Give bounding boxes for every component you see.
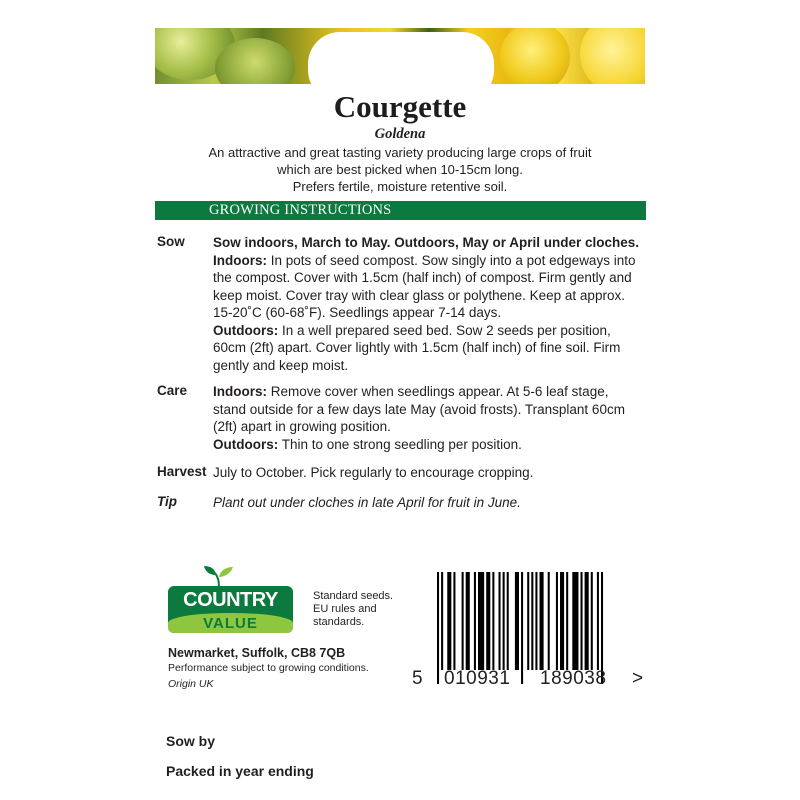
standard-line: standards. xyxy=(313,616,365,628)
product-description xyxy=(0,144,800,195)
description-line: which are best picked when 10-15cm long. xyxy=(277,162,523,177)
tip-label: Tip xyxy=(157,494,177,509)
logo-bottom-text: VALUE xyxy=(168,613,293,633)
growing-instructions-heading: GROWING INSTRUCTIONS xyxy=(155,201,646,220)
barcode-bar xyxy=(466,572,470,670)
standard-line: Standard seeds. xyxy=(313,590,394,602)
sow-outdoors-text: In a well prepared seed bed. Sow 2 seeds per position, 60cm (2ft) apart. Cover lightly with 1.5cm (half inch) of fine soil. Firm gently and keep moist. xyxy=(213,322,621,373)
barcode-bar xyxy=(437,572,439,684)
barcode-first-digit: 5 xyxy=(412,668,424,689)
sow-indoors-text: In pots of seed compost. Sow singly into a pot edgeways into the compost. Cover with 1.5cm (half inch) of compost. Firm gently and keep moist. Cover tray with clear glass or polythene. Keep at approx. 15-20˚C (60-68˚F). Seedlings appear 7-14 days. xyxy=(213,252,636,320)
barcode-bar xyxy=(540,572,544,670)
barcode-bar xyxy=(560,572,564,670)
courgette-photo-banner xyxy=(155,28,645,84)
barcode-left-digits: 010931 xyxy=(444,668,511,689)
barcode-bar xyxy=(597,572,599,670)
care-indoors-label: Indoors: xyxy=(213,384,267,399)
barcode-bar xyxy=(556,572,558,670)
origin-note: Origin UK xyxy=(168,678,214,690)
barcode-bar xyxy=(507,572,509,670)
description-line: An attractive and great tasting variety producing large crops of fruit xyxy=(208,145,592,160)
tip-text: Plant out under cloches in late April for fruit in June. xyxy=(213,495,521,510)
sow-lead: Sow indoors, March to May. Outdoors, May or April under cloches. xyxy=(213,235,640,250)
care-label: Care xyxy=(157,383,188,398)
barcode-bar xyxy=(441,572,443,670)
sow-by-label: Sow by xyxy=(166,733,216,749)
barcode-bar xyxy=(453,572,455,670)
sow-outdoors-label: Outdoors: xyxy=(213,322,279,338)
barcode-bar xyxy=(548,572,550,670)
company-address: Newmarket, Suffolk, CB8 7QB xyxy=(168,646,346,660)
harvest-label: Harvest xyxy=(157,464,207,479)
barcode-bar xyxy=(503,572,505,670)
logo-top-text: COUNTRY xyxy=(183,589,278,611)
barcode-bar xyxy=(515,572,519,670)
standard-line: EU rules and xyxy=(313,603,377,615)
barcode-bar xyxy=(585,572,589,670)
barcode-bar xyxy=(535,572,537,670)
barcode-bar xyxy=(499,572,501,670)
care-outdoors-label: Outdoors: xyxy=(213,436,279,452)
country-value-logo xyxy=(168,586,293,633)
barcode-bar xyxy=(531,572,533,670)
barcode-bar xyxy=(474,572,476,670)
care-instructions xyxy=(213,383,645,453)
barcode-bar xyxy=(572,572,578,670)
description-line: Prefers fertile, moisture retentive soil. xyxy=(292,179,508,194)
sow-instructions xyxy=(213,234,645,374)
care-indoors-text: Remove cover when seedlings appear. At 5-6 leaf stage, stand outside for a few days late May (avoid frosts). Transplant 60cm (2ft) apart in growing position. xyxy=(213,384,625,434)
sow-label: Sow xyxy=(157,234,185,249)
barcode-bar xyxy=(486,572,490,670)
barcode-right-digits: 189038 xyxy=(540,668,607,689)
care-outdoors-text: Thin to one strong seedling per position. xyxy=(278,436,522,452)
packed-in-year-ending-label: Packed in year ending xyxy=(166,763,314,779)
hanger-hole xyxy=(308,32,494,84)
barcode-bar xyxy=(492,572,494,670)
barcode-bar xyxy=(581,572,583,670)
barcode-bar xyxy=(462,572,464,670)
performance-note: Performance subject to growing conditions. xyxy=(168,662,369,674)
barcode-bar xyxy=(447,572,451,670)
product-title: Courgette xyxy=(333,89,467,124)
standard-seeds-note xyxy=(313,590,393,629)
barcode-bar xyxy=(478,572,484,670)
sow-indoors-label: Indoors: xyxy=(213,252,267,268)
barcode-bar xyxy=(521,572,523,684)
barcode-end-mark: > xyxy=(632,668,644,689)
barcode-bar xyxy=(527,572,529,670)
barcode-bar xyxy=(566,572,568,670)
harvest-text: July to October. Pick regularly to encourage cropping. xyxy=(213,465,534,480)
barcode-bar xyxy=(591,572,593,670)
variety-name: Goldena xyxy=(374,126,426,142)
